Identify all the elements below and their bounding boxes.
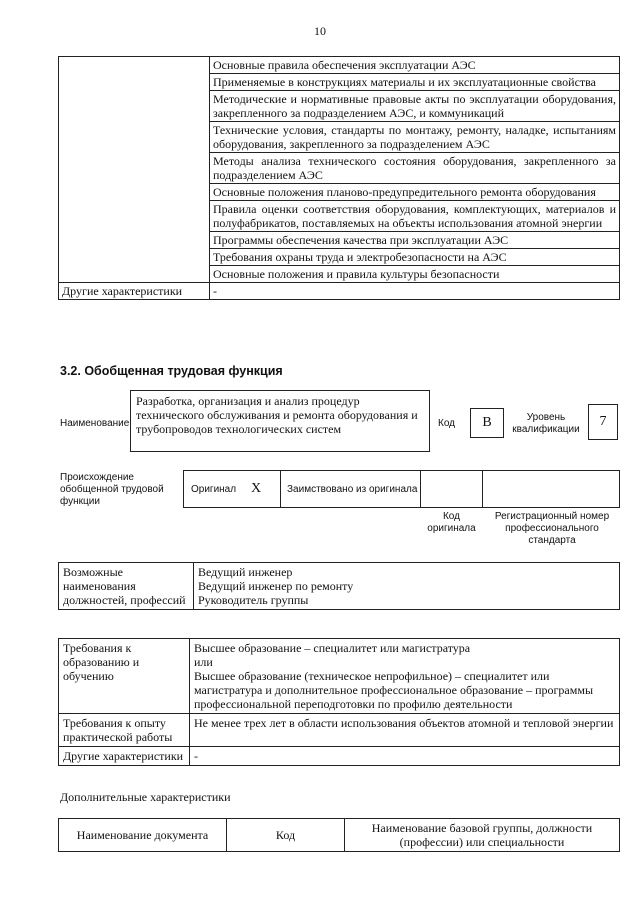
table-row — [59, 819, 620, 852]
knowledge-table — [58, 56, 620, 300]
education-line: Высшее образование (техническое непрофильное) – специалитет или магистратура и дополнительное профессиональное образование – программы профессиональной переподготовки по профилю деятельности — [194, 669, 594, 711]
knowledge-item: Программы обеспечения качества при эксплуатации АЭС — [210, 232, 620, 249]
table-row — [59, 57, 620, 74]
requirements-table — [58, 638, 620, 766]
table-row — [59, 563, 620, 610]
other-value: - — [190, 747, 620, 766]
education-label: Требования к образованию и обучению — [59, 639, 190, 714]
code-value-box — [470, 408, 504, 438]
education-line: или — [194, 655, 213, 669]
original-mark: X — [251, 481, 262, 496]
position-item: Руководитель группы — [198, 593, 309, 607]
borrowed-label: Заимствовано из оригинала — [287, 484, 418, 495]
header-document-name: Наименование документа — [59, 819, 227, 852]
qualification-level-label: Уровень квалификации — [512, 412, 580, 435]
code-original-caption: Код оригинала — [427, 511, 476, 534]
header-base-group: Наименование базовой группы, должности (профессии) или специальности — [345, 819, 620, 852]
other-characteristics-value: - — [210, 283, 620, 300]
position-item: Ведущий инженер — [198, 565, 293, 579]
positions-label: Возможные наименования должностей, профессий — [59, 563, 194, 610]
additional-heading: Дополнительные характеристики — [60, 790, 231, 804]
education-line: Высшее образование – специалитет или магистратура — [194, 641, 471, 655]
knowledge-item: Правила оценки соответствия оборудования, комплектующих, материалов и полуфабрикатов, поставляемых на объекты использования атомной энергии — [210, 201, 620, 232]
section-heading: 3.2. Обобщенная трудовая функция — [60, 364, 283, 378]
empty-label-cell — [59, 57, 210, 283]
page-number: 10 — [314, 24, 326, 38]
knowledge-item: Применяемые в конструкциях материалы и их эксплуатационные свойства — [210, 74, 620, 91]
code-value: В — [482, 415, 492, 430]
positions-values — [194, 563, 620, 610]
knowledge-item: Основные правила обеспечения эксплуатации АЭС — [210, 57, 620, 74]
reg-number-cell — [482, 470, 620, 508]
qualification-level-box — [588, 404, 618, 440]
experience-value: Не менее трех лет в области использования объектов атомной и тепловой энергии — [190, 714, 620, 747]
education-values — [190, 639, 620, 714]
borrowed-cell — [280, 470, 421, 508]
position-item: Ведущий инженер по ремонту — [198, 579, 354, 593]
header-code: Код — [227, 819, 345, 852]
knowledge-item: Методические и нормативные правовые акты по эксплуатации оборудования, закрепленного за подразделением АЭС, и коммуникаций — [210, 91, 620, 122]
knowledge-item: Технические условия, стандарты по монтажу, ремонту, наладке, испытаниям оборудования, закрепленного за подразделением АЭС — [210, 122, 620, 153]
positions-table — [58, 562, 620, 610]
original-label: Оригинал — [191, 484, 237, 495]
table-row — [59, 747, 620, 766]
other-characteristics-label: Другие характеристики — [59, 283, 210, 300]
other-label: Другие характеристики — [59, 747, 190, 766]
table-row — [59, 714, 620, 747]
table-row — [59, 639, 620, 714]
additional-table — [58, 818, 620, 852]
name-label: Наименование — [60, 418, 130, 429]
origin-label: Происхождение обобщенной трудовой функции — [60, 472, 164, 507]
code-label: Код — [438, 418, 456, 429]
knowledge-item: Основные положения и правила культуры безопасности — [210, 266, 620, 283]
reg-number-caption: Регистрационный номер профессионального стандарта — [494, 511, 610, 546]
original-cell — [183, 470, 281, 508]
knowledge-item: Методы анализа технического состояния оборудования, закрепленного за подразделением АЭС — [210, 153, 620, 184]
knowledge-item: Основные положения планово-предупредительного ремонта оборудования — [210, 184, 620, 201]
knowledge-item: Требования охраны труда и электробезопасности на АЭС — [210, 249, 620, 266]
code-original-cell — [420, 470, 483, 508]
experience-label: Требования к опыту практической работы — [59, 714, 190, 747]
table-row — [59, 283, 620, 300]
function-name-box — [130, 390, 430, 452]
function-name-value: Разработка, организация и анализ процедур технического обслуживания и ремонта оборудования и трубопроводов технологических систем — [136, 394, 418, 436]
qualification-level-value: 7 — [599, 414, 607, 429]
